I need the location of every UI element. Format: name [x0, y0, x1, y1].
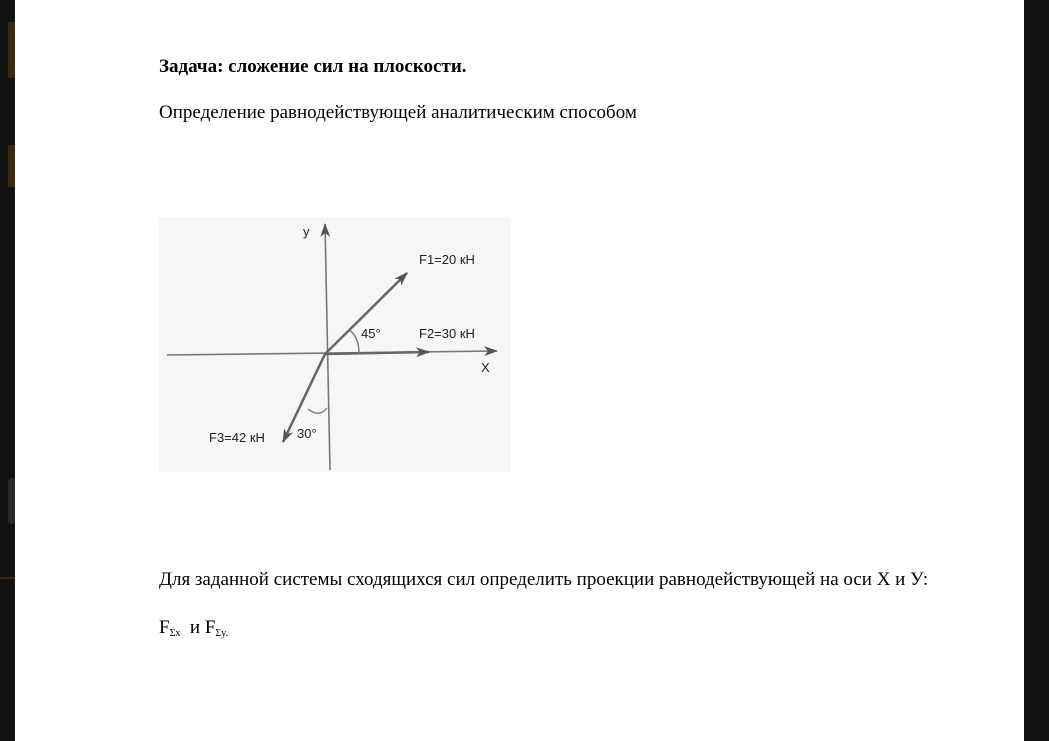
- y-axis: [325, 224, 330, 470]
- force-diagram-svg: [159, 218, 511, 472]
- formula-connector: и: [189, 617, 201, 638]
- axis-x-label: Х: [481, 360, 490, 375]
- background-fragment: [0, 577, 15, 579]
- angle3-label: 30°: [297, 426, 317, 441]
- force2-label: F2=30 кН: [419, 326, 475, 341]
- task-title: Задача: сложение сил на плоскости.: [159, 56, 467, 77]
- task-text: Для заданной системы сходящихся сил определить проекции равнодействующей на оси Х и У:: [159, 569, 929, 590]
- task-subtitle: Определение равнодействующей аналитическим способом: [159, 102, 637, 123]
- formula-f2: $F_{\Sigma y.}$: [204, 617, 229, 639]
- force3-label: F3=42 кН: [209, 430, 265, 445]
- force1-vector: [325, 273, 407, 354]
- angle1-arc: [349, 330, 359, 354]
- angle1-label: 45°: [361, 326, 381, 341]
- force1-label: F1=20 кН: [419, 252, 475, 267]
- document-page: [15, 0, 1024, 741]
- formula-f1: $F_{\Sigma x}$: [159, 617, 181, 639]
- formula: [159, 617, 228, 639]
- angle3-arc: [308, 408, 327, 413]
- axis-y-label: у: [303, 224, 310, 239]
- force-diagram: [159, 218, 511, 472]
